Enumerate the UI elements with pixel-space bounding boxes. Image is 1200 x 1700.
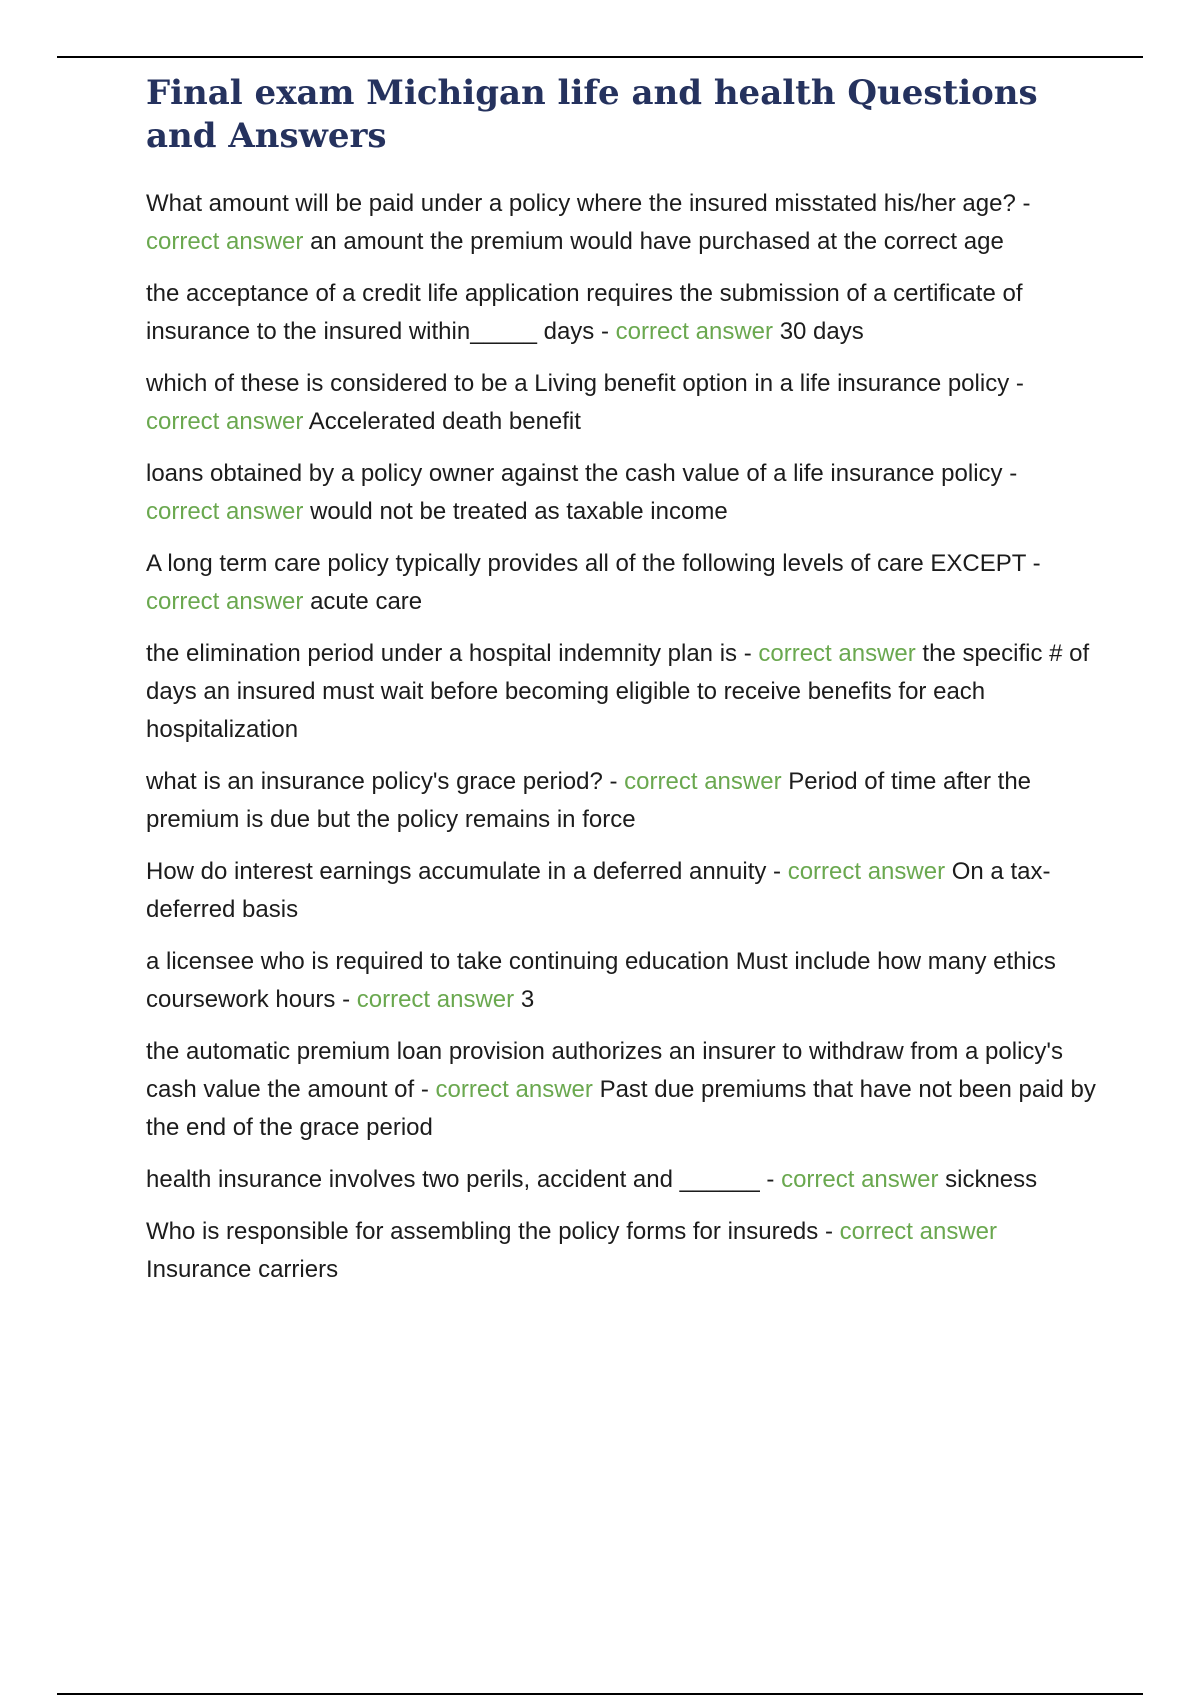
document-body: [146, 72, 1096, 1303]
correct-answer-label: correct answer: [781, 1166, 939, 1193]
qa-item: [146, 635, 1096, 749]
answer-text: Period of time after the premium is due but the policy remains in force: [146, 768, 1032, 833]
correct-answer-label: correct answer: [624, 768, 782, 795]
correct-answer-label: correct answer: [839, 1218, 997, 1245]
qa-item: [146, 455, 1096, 531]
question-text: the automatic premium loan provision authorizes an insurer to withdraw from a policy's cash value the amount of -: [146, 1038, 1063, 1103]
correct-answer-label: correct answer: [356, 986, 515, 1013]
page-title: Final exam Michigan life and health Questions and Answers: [146, 73, 1038, 156]
answer-text: Insurance carriers: [146, 1256, 339, 1283]
answer-text: 3: [520, 986, 535, 1013]
qa-item: [146, 853, 1096, 929]
qa-item: [146, 943, 1096, 1019]
question-text: How do interest earnings accumulate in a deferred annuity -: [146, 858, 788, 885]
question-text: which of these is considered to be a Living benefit option in a life insurance policy -: [146, 370, 1024, 397]
bottom-rule: [57, 1693, 1143, 1695]
correct-answer-label: correct answer: [758, 640, 916, 667]
answer-text: an amount the premium would have purchased at the correct age: [310, 228, 1004, 255]
qa-item: [146, 1161, 1096, 1199]
answer-text: On a tax-deferred basis: [146, 858, 1051, 923]
correct-answer-label: correct answer: [146, 408, 304, 435]
answer-text: acute care: [310, 588, 423, 615]
question-text: loans obtained by a policy owner against the cash value of a life insurance policy -: [146, 460, 1018, 487]
question-text: what is an insurance policy's grace period? -: [146, 768, 625, 795]
correct-answer-label: correct answer: [787, 858, 946, 885]
answer-text: would not be treated as taxable income: [310, 498, 728, 525]
answer-text: the specific # of days an insured must wait before becoming eligible to receive benefits for each hospitalization: [146, 640, 1090, 743]
qa-item: [146, 545, 1096, 621]
correct-answer-label: correct answer: [146, 228, 304, 255]
correct-answer-label: correct answer: [615, 318, 774, 345]
correct-answer-label: correct answer: [146, 498, 304, 525]
question-text: the elimination period under a hospital indemnity plan is -: [146, 640, 759, 667]
qa-item: [146, 365, 1096, 441]
question-text: a licensee who is required to take continuing education Must include how many ethics coursework hours -: [146, 948, 1056, 1013]
question-text: Who is responsible for assembling the policy forms for insureds -: [146, 1218, 840, 1245]
question-text: What amount will be paid under a policy where the insured misstated his/her age? -: [146, 190, 1031, 217]
answer-text: sickness: [945, 1166, 1038, 1193]
question-text: health insurance involves two perils, accident and ______ -: [146, 1166, 782, 1193]
question-text: the acceptance of a credit life application requires the submission of a certificate of insurance to the insured within_____ days -: [146, 280, 1023, 345]
answer-text: 30 days: [779, 318, 864, 345]
qa-item: [146, 763, 1096, 839]
top-rule: [57, 56, 1143, 58]
correct-answer-label: correct answer: [146, 588, 304, 615]
qa-item: [146, 275, 1096, 351]
correct-answer-label: correct answer: [435, 1076, 593, 1103]
question-text: A long term care policy typically provides all of the following levels of care EXCEPT -: [146, 550, 1041, 577]
qa-item: [146, 1213, 1096, 1289]
answer-text: Past due premiums that have not been paid by the end of the grace period: [146, 1076, 1096, 1141]
answer-text: Accelerated death benefit: [308, 408, 581, 435]
qa-item: [146, 1033, 1096, 1147]
qa-item: [146, 185, 1096, 261]
